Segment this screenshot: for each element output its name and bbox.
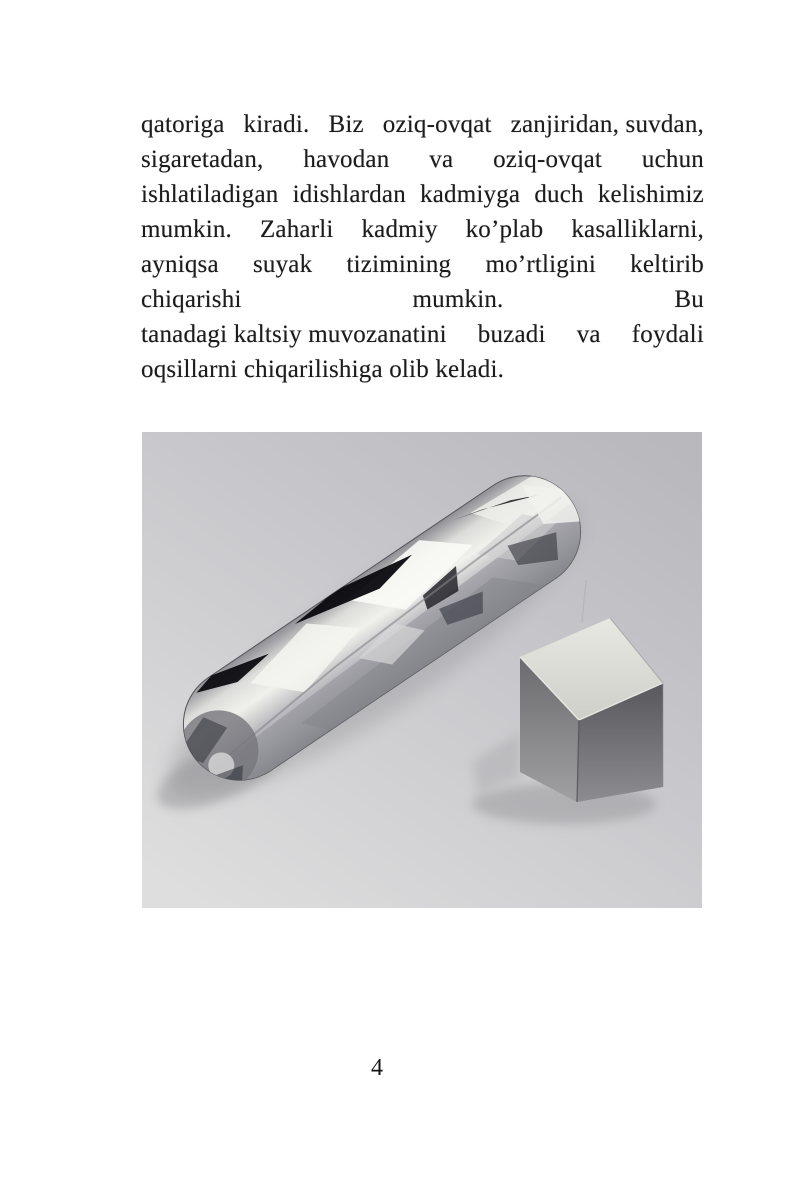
word: ko’plab — [465, 216, 544, 243]
word: uchun — [641, 146, 704, 173]
word: oziq-ovqat — [382, 111, 492, 138]
word: kadmiyga — [420, 181, 521, 208]
word: ayniqsa — [141, 251, 219, 278]
text-line — [141, 177, 704, 212]
word: foydali — [631, 321, 704, 348]
word: idishlardan — [292, 181, 406, 208]
paragraph — [141, 107, 704, 387]
word: Bu — [674, 286, 704, 313]
word: oqsillarni chiqarilishiga olib keladi. — [141, 356, 505, 383]
text-line — [141, 142, 704, 177]
word: qatoriga — [141, 111, 225, 138]
figure-cadmium — [142, 432, 702, 908]
text-line — [141, 317, 704, 352]
text-line — [141, 352, 704, 387]
word: keltirib — [630, 251, 704, 278]
page-number: 4 — [371, 1055, 383, 1081]
word: tanadagi kaltsiy muvozanatini — [141, 321, 447, 348]
word: kasalliklarni, — [571, 216, 704, 243]
word: kiradi. — [243, 111, 310, 138]
word: sigaretadan, — [141, 146, 264, 173]
text-line — [141, 107, 704, 142]
text-line — [141, 247, 704, 282]
word: Biz — [328, 111, 364, 138]
cadmium-photo-image — [142, 432, 702, 908]
word: chiqarishi — [141, 286, 242, 313]
word: zanjiridan, suvdan, — [510, 111, 704, 138]
word: duch — [534, 181, 584, 208]
word: oziq-ovqat — [493, 146, 603, 173]
word: suyak — [252, 251, 313, 278]
text-line — [141, 212, 704, 247]
word: tizimining — [346, 251, 452, 278]
word: va — [576, 321, 601, 348]
word: mo’rtligini — [485, 251, 596, 278]
word: va — [429, 146, 454, 173]
word: mumkin. — [141, 216, 232, 243]
word: havodan — [303, 146, 390, 173]
word: kelishimiz — [597, 181, 704, 208]
word: Zaharli — [259, 216, 334, 243]
word: buzadi — [477, 321, 546, 348]
word: kadmiy — [361, 216, 438, 243]
word: ishlatiladigan — [141, 181, 279, 208]
text-line — [141, 282, 704, 317]
word: mumkin. — [412, 286, 504, 313]
